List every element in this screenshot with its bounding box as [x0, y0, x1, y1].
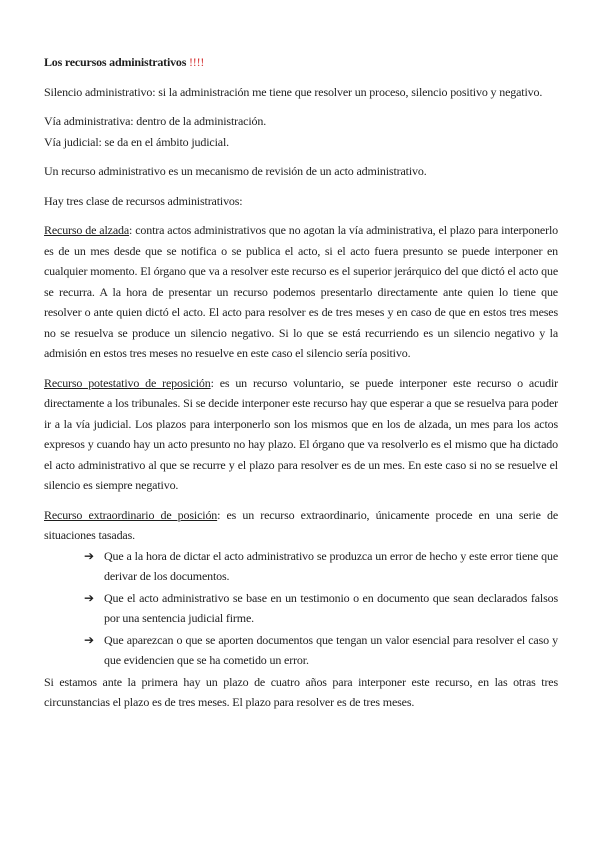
bullet-text: Que el acto administrativo se base en un testimonio o en documento que sean declarados falsos por una sentencia judicial firme. [104, 590, 558, 625]
paragraph-definicion: Un recurso administrativo es un mecanismo de revisión de un acto administrativo. [44, 164, 427, 178]
line-via-administrativa: Vía administrativa: dentro de la administración. [44, 114, 267, 128]
arrow-right-icon: ➔ [84, 590, 94, 605]
document-page [44, 52, 558, 713]
reposicion-text: : es un recurso voluntario, se puede interponer este recurso o acudir directamente a los tribunales. Si se decide interponer este recurso hay que esperar a que se resuelva para poder ir a la vía judicial. Los plazos para interponerlo son los mismos que en los de alzada, un mes para los actos expresos y cuando hay un acto presunto no hay plazo. El órgano que va resolverlo es el mismo que ha dictado el acto administrativo al que se recurre y el plazo para resolver es de un mes. En este caso si no se resuelve el silencio es siempre negativo. [44, 375, 558, 492]
bullet-text: Que aparezcan o que se aporten documentos que tengan un valor esencial para resolver el caso y que evidencien que se ha cometido un error. [104, 632, 558, 667]
title-emphasis: !!!! [189, 55, 205, 69]
term-extraordinario: Recurso extraordinario de posición [44, 507, 218, 522]
term-alzada: Recurso de alzada [44, 223, 130, 237]
paragraph-tipos: Hay tres clase de recursos administrativos: [44, 193, 243, 208]
bullet-list [44, 546, 558, 671]
line-via-judicial: Vía judicial: se da en el ámbito judicial. [44, 134, 229, 149]
term-reposicion: Recurso potestativo de reposición [44, 375, 211, 390]
paragraph-extraordinario [44, 505, 558, 546]
list-item [84, 588, 558, 629]
bullet-text: Que a la hora de dictar el acto administrativo se produzca un error de hecho y este error tiene que derivar de los documentos. [104, 548, 558, 583]
extraordinario-text: : es un recurso extraordinario, únicamente procede en una serie de situaciones tasadas. [44, 507, 558, 542]
alzada-text: : contra actos administrativos que no agotan la vía administrativa, el plazo para interponerlo es de un mes desde que se notifica o se publica el acto, si el acto fuera presunto se puede interponer en cualquier momento. El órgano que va a resolver este recurso es el superior jerárquico del que dictó el acto que se recurra. A la hora de presentar un recurso podemos presentarlo directamente ante quien lo tiene que resolver o ante quien dictó el acto. El acto para resolver es de tres meses y en caso de que en estos tres meses no se resuelva se produce un silencio negativo. Si lo que se está recurriendo es un silencio negativo y la admisión en estos tres meses no resuelve en este caso el silencio sería positivo. [44, 223, 558, 360]
arrow-right-icon: ➔ [84, 632, 94, 647]
list-item [84, 630, 558, 671]
document-title [44, 52, 558, 73]
arrow-right-icon: ➔ [84, 548, 94, 563]
list-item [84, 546, 558, 587]
paragraph-silencio: Silencio administrativo: si la administración me tiene que resolver un proceso, silencio positivo y negativo. [44, 84, 543, 99]
paragraph-final: Si estamos ante la primera hay un plazo de cuatro años para interponer este recurso, en las otras tres circunstancias el plazo es de tres meses. El plazo para resolver es de tres meses. [44, 674, 558, 709]
title-text: Los recursos administrativos [44, 55, 187, 69]
paragraph-alzada [44, 220, 558, 364]
paragraph-reposicion [44, 373, 558, 496]
